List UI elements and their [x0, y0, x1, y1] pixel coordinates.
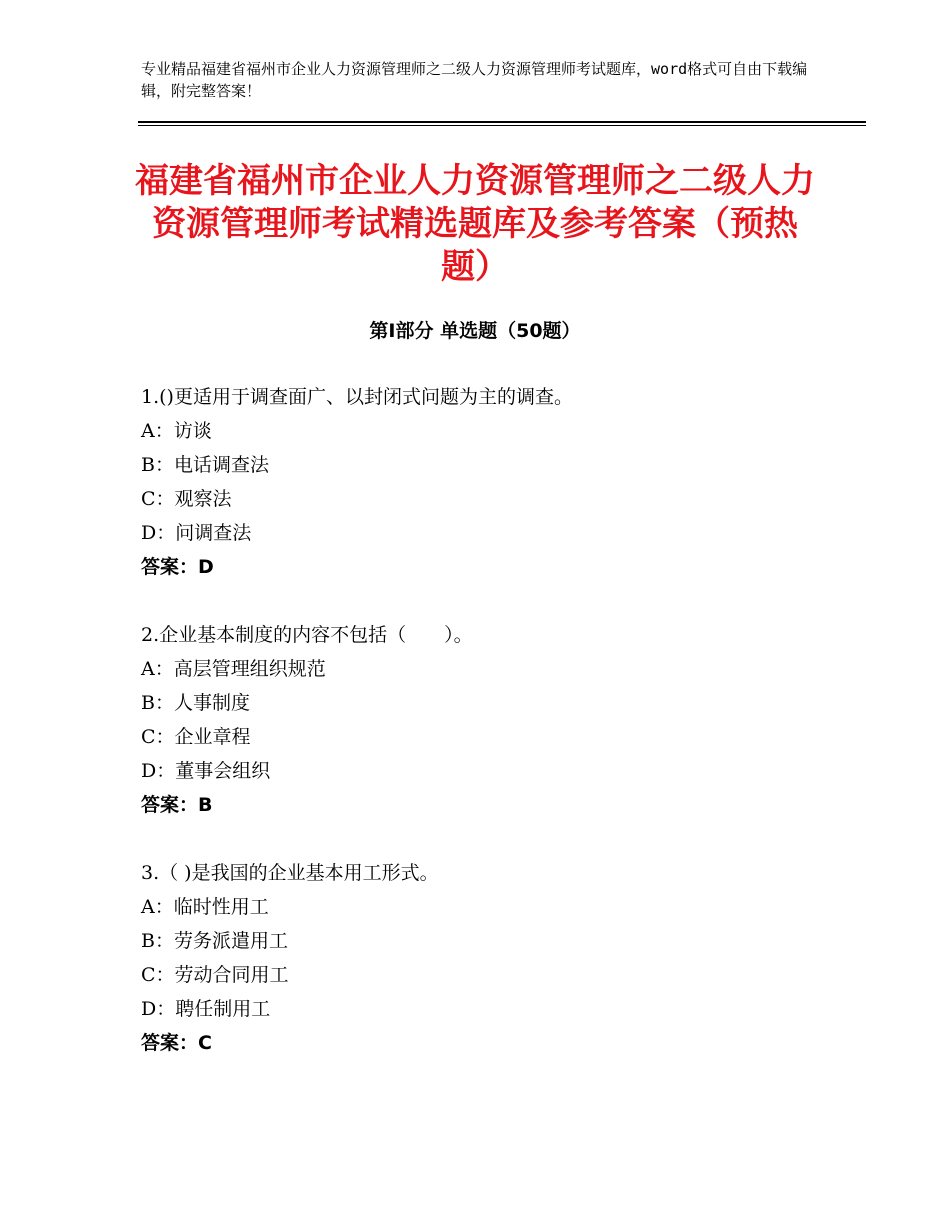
section-title: 第Ⅰ部分 单选题（50题） — [369, 320, 581, 342]
answer: 答案：D — [141, 556, 214, 578]
option-a: A：临时性用工 — [141, 896, 269, 918]
answer: 答案：B — [141, 794, 213, 816]
question-stem: 3.（ )是我国的企业基本用工形式。 — [141, 862, 439, 884]
header-note: 专业精品福建省福州市企业人力资源管理师之二级人力资源管理师考试题库，word格式可自由下载编辑，附完整答案！ — [141, 60, 808, 100]
option-b: B：电话调查法 — [141, 454, 269, 476]
question-stem: 1.()更适用于调查面广、以封闭式问题为主的调查。 — [141, 386, 573, 408]
option-d: D：聘任制用工 — [141, 998, 271, 1020]
option-a: A：访谈 — [141, 420, 212, 442]
option-c: C：企业章程 — [141, 726, 251, 748]
question-1 — [141, 382, 841, 586]
question-stem: 2.企业基本制度的内容不包括（ ）。 — [141, 624, 473, 646]
option-b: B：劳务派遣用工 — [141, 930, 288, 952]
answer: 答案：C — [141, 1032, 212, 1054]
option-c: C：劳动合同用工 — [141, 964, 289, 986]
question-list — [141, 382, 841, 1096]
option-d: D：问调查法 — [141, 522, 252, 544]
document-title: 福建省福州市企业人力资源管理师之二级人力资源管理师考试精选题库及参考答案（预热题） — [135, 161, 815, 287]
header-rule-thin — [138, 125, 866, 126]
option-a: A：高层管理组织规范 — [141, 658, 326, 680]
question-3 — [141, 858, 841, 1062]
option-c: C：观察法 — [141, 488, 232, 510]
option-b: B：人事制度 — [141, 692, 250, 714]
question-2 — [141, 620, 841, 824]
header-rule-thick — [138, 121, 866, 123]
option-d: D：董事会组织 — [141, 760, 271, 782]
